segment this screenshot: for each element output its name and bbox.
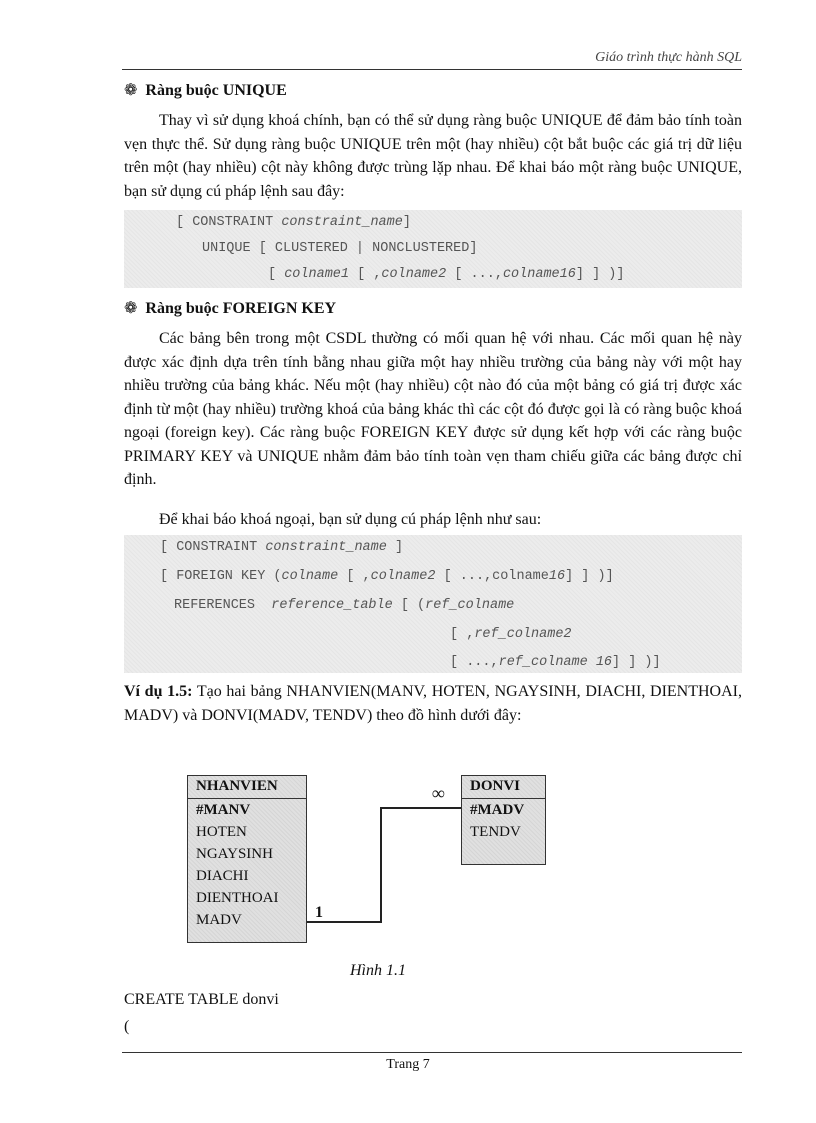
table-donvi-key: #MADV — [470, 802, 525, 818]
code-block-unique — [124, 210, 742, 288]
code-line: [ CONSTRAINT constraint_name ] — [160, 540, 404, 555]
code-line: [ ,ref_colname2 — [450, 627, 572, 642]
table-field: TENDV — [470, 824, 521, 840]
header-rule — [122, 69, 742, 70]
footer-rule — [122, 1052, 742, 1053]
one-cardinality-label: 1 — [315, 904, 323, 921]
flower-bullet-icon: ❁ — [124, 300, 138, 317]
code-line: [ FOREIGN KEY (colname [ ,colname2 [ ...,colname16] ] )] — [160, 569, 614, 584]
example-paragraph — [124, 680, 742, 727]
code-line: UNIQUE [ CLUSTERED | NONCLUSTERED] — [202, 241, 478, 256]
example-label: Ví dụ 1.5: — [124, 683, 193, 700]
code-block-foreign-key — [124, 535, 742, 673]
heading-unique — [124, 80, 287, 100]
example-text: Tạo hai bảng NHANVIEN(MANV, HOTEN, NGAYSINH, DIACHI, DIENTHOAI, MADV) và DONVI(MADV, TENDV) theo đồ hình dưới đây: — [124, 683, 742, 724]
page-number: Trang 7 — [386, 1057, 430, 1072]
many-cardinality-label: ∞ — [432, 783, 445, 803]
code-line: [ CONSTRAINT constraint_name] — [176, 215, 411, 230]
table-donvi-title: DONVI — [462, 776, 545, 799]
heading-unique-text: Ràng buộc UNIQUE — [145, 82, 287, 99]
table-nhanvien-key: #MANV — [196, 802, 251, 818]
table-field: MADV — [196, 912, 242, 928]
table-nhanvien — [187, 775, 307, 943]
code-line: [ colname1 [ ,colname2 [ ...,colname16] ] )] — [268, 267, 625, 282]
header-title: Giáo trình thực hành SQL — [595, 50, 742, 65]
heading-foreign-key — [124, 298, 336, 318]
table-donvi — [461, 775, 546, 865]
paragraph-unique: Thay vì sử dụng khoá chính, bạn có thể sử dụng ràng buộc UNIQUE để đảm bảo tính toàn vẹn thực thể. Sử dụng ràng buộc UNIQUE trên một (hay nhiều) cột bắt buộc các giá trị dữ liệu trên một (hay nhiều) cột này không được trùng lặp nhau. Để khai báo một ràng buộc UNIQUE, bạn sử dụng cú pháp lệnh sau đây: — [124, 112, 742, 200]
table-field: DIACHI — [196, 868, 249, 884]
code-text-line: CREATE TABLE donvi — [124, 991, 279, 1008]
table-field: NGAYSINH — [196, 846, 273, 862]
code-line: REFERENCES reference_table [ (ref_colname — [174, 598, 515, 613]
relationship-line — [306, 808, 461, 922]
paragraph-foreign-key: Các bảng bên trong một CSDL thường có mối quan hệ với nhau. Các mối quan hệ này được xác định dựa trên tính bằng nhau giữa một hay nhiều trường của bảng này với một hay nhiều trường của bảng khác. Nếu một (hay nhiều) cột nào đó của một bảng có giá trị được xác định từ một (hay nhiều) trường khoá của bảng khác thì các cột đó được gọi là có ràng buộc khoá ngoại (foreign key). Các ràng buộc FOREIGN KEY được sử dụng kết hợp với các ràng buộc PRIMARY KEY và UNIQUE nhằm đảm bảo tính toàn vẹn tham chiếu giữa các bảng được chỉ định. — [124, 330, 742, 488]
code-text-line: ( — [124, 1018, 130, 1035]
code-line: [ ...,ref_colname 16] ] )] — [450, 655, 661, 670]
table-field: HOTEN — [196, 824, 247, 840]
table-nhanvien-title: NHANVIEN — [188, 776, 306, 799]
paragraph-fk-syntax: Để khai báo khoá ngoại, bạn sử dụng cú pháp lệnh như sau: — [159, 511, 542, 528]
flower-bullet-icon: ❁ — [124, 82, 138, 99]
table-field: DIENTHOAI — [196, 890, 279, 906]
figure-caption: Hình 1.1 — [350, 962, 406, 979]
heading-fk-text: Ràng buộc FOREIGN KEY — [145, 300, 337, 317]
